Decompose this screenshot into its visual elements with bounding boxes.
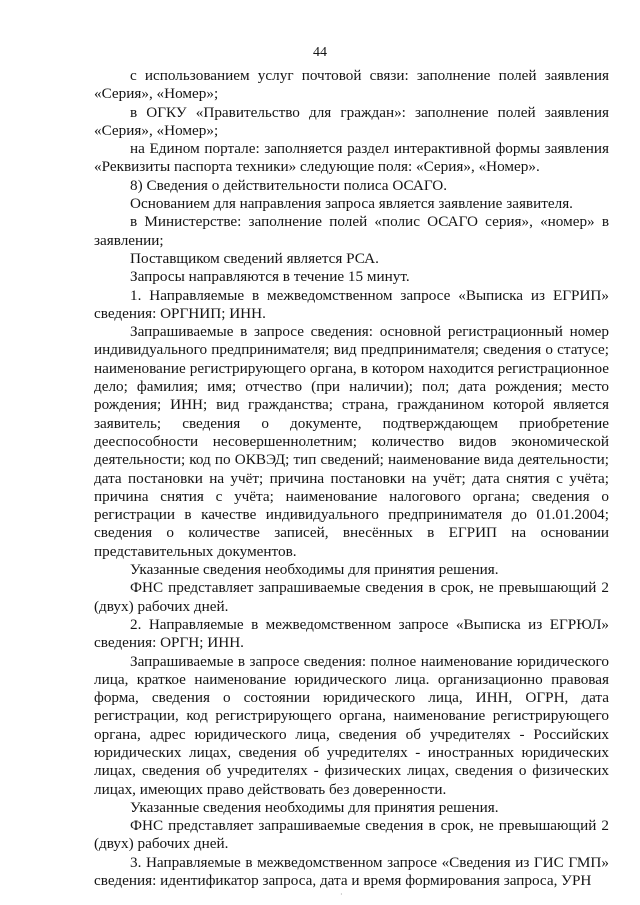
paragraph: 3. Направляемые в межведомственном запросе «Сведения из ГИС ГМП» сведения: идентификатор запроса, дата и время формирования запроса, УРН (94, 853, 609, 890)
paragraph: ФНС представляет запрашиваемые сведения в срок, не превышающий 2 (двух) рабочих дней. (94, 579, 609, 615)
paragraph: Запрашиваемые в запросе сведения: основной регистрационный номер индивидуального предпринимателя; вид предпринимателя; сведения о статусе; наименование регистрирующего органа, в котором находится регистрационное дело; фамилия; имя; отчество (при наличии); пол; дата рождения; место рождения; ИНН; вид гражданства; страна, гражданином которой является заявитель; сведения о документе, подтверждающем приобретение дееспособности несовершеннолетним; количество видов экономической деятельности; код по ОКВЭД; тип сведений; наименование вида деятельности; дата постановки на учёт; причина постановки на учёт; дата снятия с учёта; причина снятия с учёта; наименование налогового органа; сведения о регистрации в качестве индивидуального предпринимателя до 01.01.2004; сведения о количестве записей, внесённых в ЕГРИП на основании представительных документов. (94, 323, 609, 560)
paragraph: Поставщиком сведений является РСА. (130, 249, 379, 267)
paragraph: на Едином портале: заполняется раздел интерактивной формы заявления «Реквизиты паспорта техники» следующие поля: «Серия», «Номер». (94, 140, 609, 176)
paragraph: Основанием для направления запроса является заявление заявителя. (130, 195, 573, 213)
paragraph: 2. Направляемые в межведомственном запросе «Выписка из ЕГРЮЛ» сведения: ОРГН; ИНН. (94, 615, 609, 652)
paragraph: в Министерстве: заполнение полей «полис ОСАГО серия», «номер» в заявлении; (94, 213, 609, 249)
body-text (94, 67, 609, 890)
section-heading: 8) Сведения о действительности полиса ОСАГО. (130, 176, 448, 194)
paragraph: с использованием услуг почтовой связи: заполнение полей заявления «Серия», «Номер»; (94, 67, 609, 103)
paragraph: Указанные сведения необходимы для принятия решения. (130, 561, 499, 579)
paragraph: ФНС представляет запрашиваемые сведения в срок, не превышающий 2 (двух) рабочих дней. (94, 817, 609, 853)
scan-mark: · (340, 890, 343, 899)
paragraph: Запрашиваемые в запросе сведения: полное наименование юридического лица, краткое наименование юридического лица. организационно правовая форма, сведения о состоянии юридического лица, ИНН, ОГРН, дата регистрации, код регистрирующего органа, наименование регистрирующего органа, адрес юридического лица, сведения об учредителях - Российских юридических лицах, сведения об учредителях - иностранных юридических лицах, сведения об учредителях - физических лицах, сведения о физических лицах, имеющих право действовать без доверенности. (94, 652, 609, 798)
paragraph: в ОГКУ «Правительство для граждан»: заполнение полей заявления «Серия», «Номер»; (94, 103, 609, 139)
paragraph: 1. Направляемые в межведомственном запросе «Выписка из ЕГРИП» сведения: ОРГНИП; ИНН. (94, 286, 609, 322)
paragraph: Запросы направляются в течение 15 минут. (130, 268, 410, 286)
page-number: 44 (313, 45, 327, 60)
paragraph: Указанные сведения необходимы для принятия решения. (130, 798, 499, 816)
